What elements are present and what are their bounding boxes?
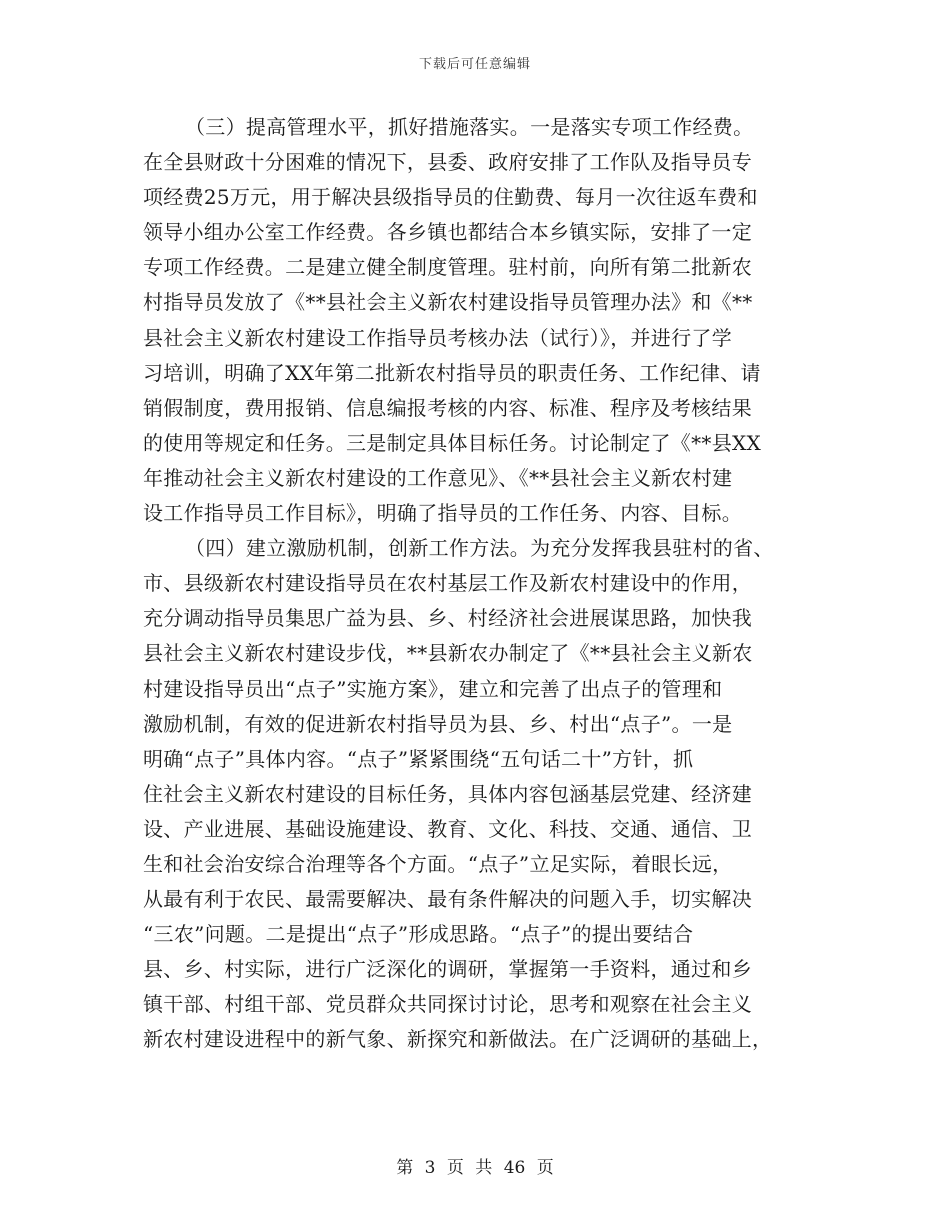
text-line: （四）建立激励机制，创新工作方法。为充分发挥我县驻村的省、 — [185, 536, 774, 561]
document-body — [143, 110, 813, 1058]
text-line: 在全县财政十分困难的情况下，县委、政府安排了工作队及指导员专 — [143, 150, 752, 175]
text-line: 县社会主义新农村建设工作指导员考核办法（试行）》，并进行了学 — [143, 325, 732, 350]
text-line: 从最有利于农民、最需要解决、最有条件解决的问题入手，切实解决 — [143, 887, 752, 912]
text-line: 镇干部、村组干部、党员群众共同探讨讨论，思考和观察在社会主义 — [143, 992, 752, 1017]
text-line: 村指导员发放了《**县社会主义新农村建设指导员管理办法》和《** — [143, 290, 753, 315]
text-line: 专项工作经费。二是建立健全制度管理。驻村前，向所有第二批新农 — [143, 255, 752, 280]
text-line: 设、产业进展、基础设施建设、教育、文化、科技、交通、通信、卫 — [143, 816, 752, 841]
text-line: 村建设指导员出“点子”实施方案》，建立和完善了出点子的管理和 — [143, 676, 723, 701]
text-line: 项经费25万元，用于解决县级指导员的住勤费、每月一次往返车费和 — [143, 185, 758, 210]
text-line: 激励机制，有效的促进新农村指导员为县、乡、村出“点子”。一是 — [143, 711, 733, 736]
page-number: 第 3 页 共 46 页 — [396, 1158, 554, 1178]
text-line: 的使用等规定和任务。三是制定具体目标任务。讨论制定了《**县XX — [143, 430, 762, 455]
text-line: 明确“点子”具体内容。“点子”紧紧围绕“五句话二十”方针，抓 — [143, 746, 694, 771]
text-line: （三）提高管理水平，抓好措施落实。一是落实专项工作经费。 — [185, 115, 754, 139]
page-header: 下载后可任意编辑 — [418, 57, 531, 72]
text-line: 设工作指导员工作目标》，明确了指导员的工作任务、内容、目标。 — [143, 501, 742, 526]
text-line: 生和社会治安综合治理等各个方面。“点子”立足实际，着眼长远， — [143, 851, 733, 876]
text-line: 市、县级新农村建设指导员在农村基层工作及新农村建设中的作用， — [143, 571, 752, 596]
text-line: 住社会主义新农村建设的目标任务，具体内容包涵基层党建、经济建 — [143, 781, 752, 806]
text-line: 县、乡、村实际，进行广泛深化的调研，掌握第一手资料，通过和乡 — [143, 957, 752, 982]
text-line: “三农”问题。二是提出“点子”形成思路。“点子”的提出要结合 — [143, 922, 694, 947]
text-line: 习培训，明确了XX年第二批新农村指导员的职责任务、工作纪律、请 — [143, 360, 761, 385]
text-line: 县社会主义新农村建设步伐，**县新农办制定了《**县社会主义新农 — [143, 641, 753, 666]
text-line: 领导小组办公室工作经费。各乡镇也都结合本乡镇实际，安排了一定 — [143, 220, 752, 245]
text-line: 充分调动指导员集思广益为县、乡、村经济社会进展谋思路，加快我 — [143, 606, 752, 631]
text-line: 销假制度，费用报销、信息编报考核的内容、标准、程序及考核结果 — [143, 395, 752, 420]
text-line: 年推动社会主义新农村建设的工作意见》、《**县社会主义新农村建 — [143, 465, 733, 490]
text-line: 新农村建设进程中的新气象、新探究和新做法。在广泛调研的基础上， — [143, 1027, 773, 1052]
